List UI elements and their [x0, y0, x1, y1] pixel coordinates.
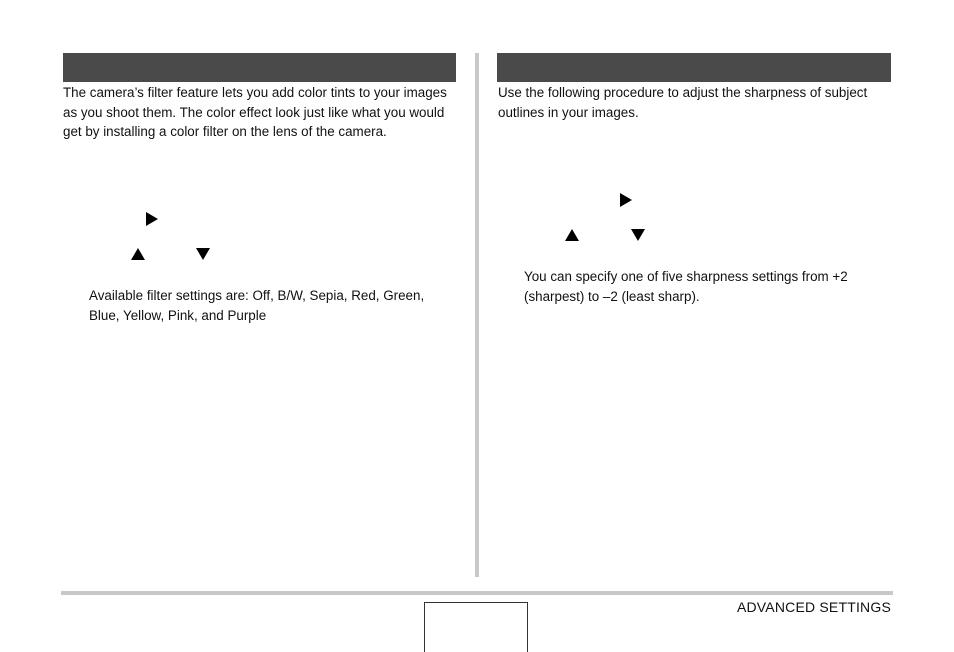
- footer-rule: [61, 591, 893, 595]
- page-number-box: [424, 602, 528, 652]
- column-divider: [475, 53, 479, 577]
- right-arrow-icon: [620, 193, 632, 207]
- right-section-header-bar: [497, 53, 891, 82]
- left-section-header-bar: [63, 53, 456, 82]
- footer-section-label: ADVANCED SETTINGS: [736, 599, 891, 615]
- left-intro-paragraph: The camera’s filter feature lets you add color tints to your images as you shoot them. The color effect look just like what you would get by installing a color filter on the lens of the camera.: [63, 85, 447, 140]
- left-note-paragraph: Available filter settings are: Off, B/W, Sepia, Red, Green, Blue, Yellow, Pink, and Purple: [89, 288, 425, 323]
- right-intro-paragraph: Use the following procedure to adjust the sharpness of subject outlines in your images.: [498, 85, 868, 120]
- right-note-paragraph: You can specify one of five sharpness settings from +2 (sharpest) to –2 (least sharp).: [524, 269, 848, 304]
- up-arrow-icon: [131, 248, 145, 260]
- down-arrow-icon: [196, 248, 210, 260]
- right-arrow-icon: [146, 212, 158, 226]
- up-arrow-icon: [565, 229, 579, 241]
- down-arrow-icon: [631, 229, 645, 241]
